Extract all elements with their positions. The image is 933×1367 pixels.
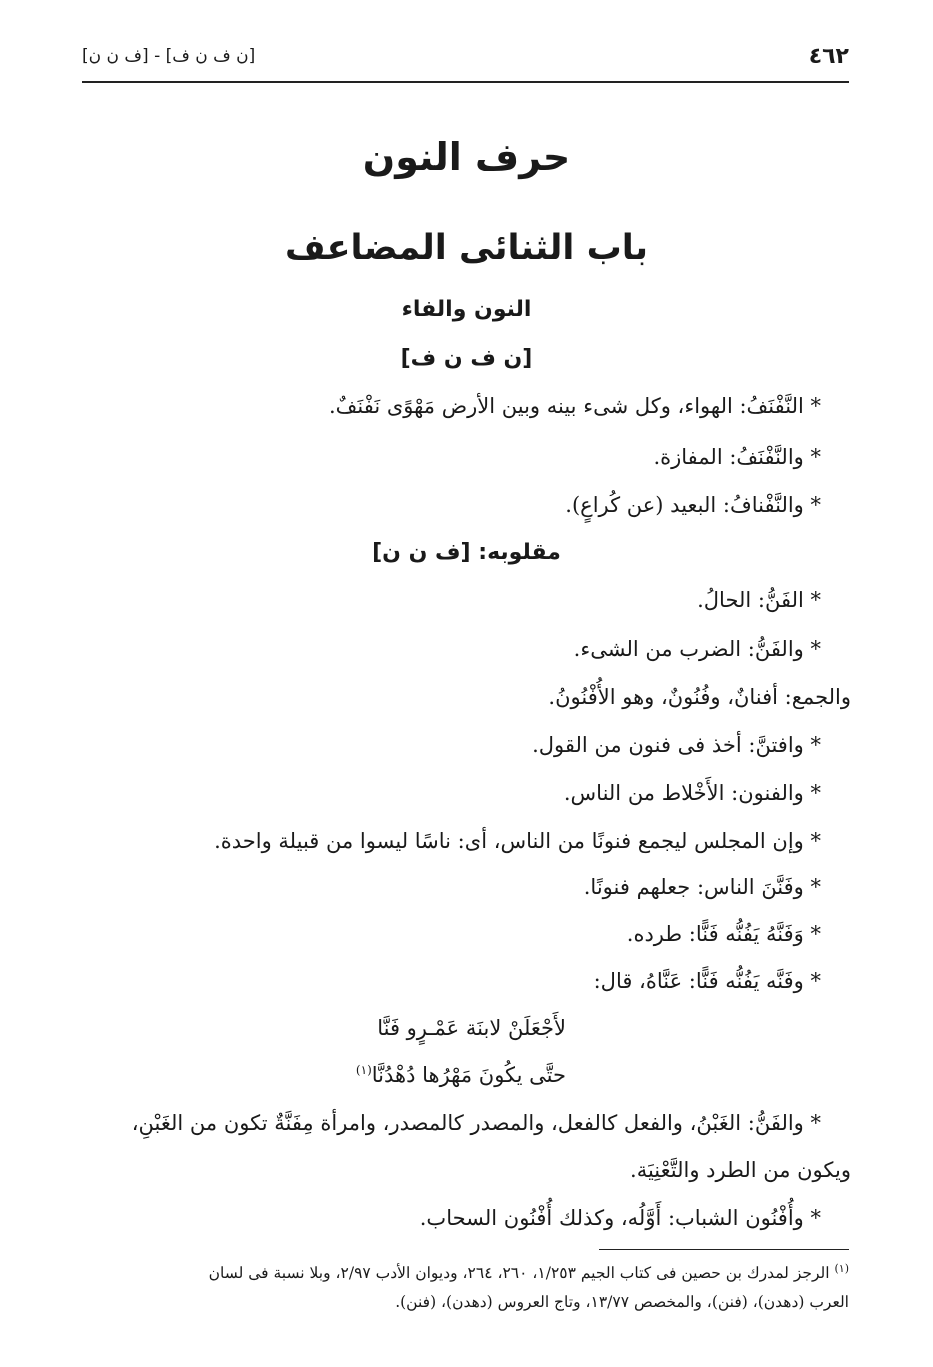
footnote-ref: (١)	[355, 1063, 372, 1077]
entry-line: * والفنون: الأَخْلاط من الناس.	[563, 781, 821, 805]
chapter-title: حرف النون	[362, 135, 571, 179]
header-rule	[82, 81, 849, 83]
footnote-marker: (١)	[834, 1262, 849, 1275]
entry-line: * النَّفْنَفُ: الهواء، وكل شىء بينه وبين الأرض مَهْوًى نَفْنَفٌ.	[328, 394, 821, 418]
root-heading: [ن ف ن ف]	[400, 346, 533, 371]
entry-line: * وفَنَّه يَفُنُّه فَنًّا: عَنَّاهُ، قال:	[593, 969, 821, 993]
verse-line-2-text: حتَّى يكُونَ مَهْرُها دُهْدُنَّا	[371, 1063, 566, 1087]
bab-title: باب الثنائى المضاعف	[284, 228, 649, 268]
entry-line: ويكون من الطرد والتَّعْنِيَة.	[630, 1158, 851, 1182]
entry-line: * والنَّفْنافُ: البعيد (عن كُراعٍ).	[565, 493, 821, 517]
page-number: ٤٦٢	[808, 44, 849, 69]
entry-line: * والنَّفْنَفُ: المفازة.	[653, 445, 821, 469]
entry-line: * وفَنَّنَ الناس: جعلهم فنونًا.	[583, 875, 821, 899]
footnote-line-2: العرب (دهدن)، (فنن)، والمخصص ١٣/٧٧، وتاج العروس (دهدن)، (فنن).	[395, 1293, 849, 1311]
maqlub-heading: مقلوبه: [ف ن ن]	[372, 540, 561, 565]
entry-line: والجمع: أفنانٌ، وفُنُونٌ، وهو الأُفْنُونُ.	[548, 685, 851, 709]
entry-line: * وافتنَّ: أخذ فى فنون من القول.	[532, 733, 821, 757]
footnote-text-1: الرجز لمدرك بن حصين فى كتاب الجيم ١/٢٥٣، ٢٦٠، ٢٦٤، وديوان الأدب ٢/٩٧، وبلا نسبة فى لسان	[208, 1264, 830, 1283]
entry-line: * والفَنُّ: الضرب من الشىء.	[573, 637, 821, 661]
footnote-line-1	[82, 1262, 849, 1282]
verse-line-2	[356, 1063, 566, 1087]
entry-line: * وإن المجلس ليجمع فنونًا من الناس، أى: ناسًا ليسوا من قبيلة واحدة.	[214, 829, 821, 853]
entry-line: * والفَنُّ: الغَبْنُ، والفعل كالفعل، والمصدر كالمصدر، وامرأة مِفَنَّةٌ تكون من الغَبْنِ،	[131, 1111, 821, 1135]
entry-line: * وَفَنَّهُ يَفُنُّه فَنًّا: طرده.	[626, 922, 821, 946]
entry-line: * وأُفْنُون الشباب: أَوَّلُه، وكذلك أُفْنُون السحاب.	[419, 1206, 821, 1230]
running-title: [ن ف ن ف] - [ف ن ن]	[82, 46, 256, 66]
verse-line-1: لأَجْعَلَنْ لابنَة عَمْـرٍو فَنَّا	[377, 1016, 566, 1040]
entry-line: * الفَنُّ: الحالُ.	[697, 588, 821, 612]
section-title: النون والفاء	[401, 297, 532, 322]
footnote-rule	[599, 1249, 849, 1250]
